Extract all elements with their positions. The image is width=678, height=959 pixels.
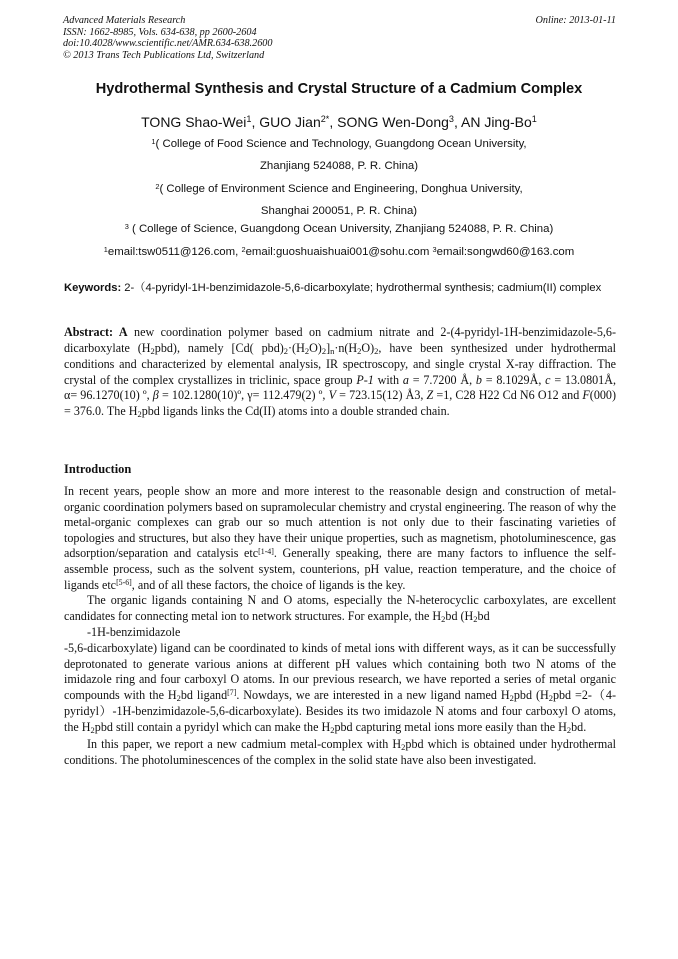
- subscript: n: [330, 345, 335, 356]
- paragraph-text: In recent years, people show an more and more interest to the reasonable design and construction of metal-organic coordination polymers based on supramolecular chemistry and crystal engineering. The reason of why the metal-organic complexes can grab our so much attention is not only due to their fascinating varieties of topologies and structures, but also they have their unique properties, such as magnetism, photoluminescence, gas adsorption/separation and catalysis etc: [64, 484, 617, 561]
- abstract-text: ]: [326, 340, 331, 355]
- journal-name: Advanced Materials Research: [63, 15, 186, 26]
- paragraph: [64, 593, 616, 736]
- abstract-text: = 8.1029Å,: [481, 372, 546, 387]
- paragraph-text: bd ligand: [180, 687, 228, 702]
- keywords-text: 2-（4-pyridyl-1H-benzimidazole-5,6-dicarboxylate; hydrothermal synthesis; cadmium(II) complex: [121, 282, 602, 294]
- paragraph-text: , and of all these factors, the choice of ligands is the key.: [131, 577, 406, 592]
- abstract-text: = 7.7200 Å,: [408, 372, 476, 387]
- subscript: 2: [283, 345, 289, 356]
- subscript: 2: [473, 613, 478, 624]
- subscript: 2: [321, 345, 327, 356]
- abstract-text: O): [309, 340, 322, 355]
- subscript: 2: [441, 613, 446, 624]
- paragraph: [64, 737, 616, 769]
- subscript: 2: [90, 725, 95, 736]
- subscript: 2: [566, 725, 572, 736]
- citation: [1-4]: [258, 546, 274, 556]
- paragraph-text: pbd which is obtained under hydrothermal conditions. The photoluminescences of the complex in the solid state have also been investigated.: [64, 736, 616, 768]
- affiliation-superscript: 1: [151, 137, 156, 147]
- author-superscript: 1: [531, 113, 537, 124]
- introduction-body: [64, 484, 616, 769]
- subscript: 2: [137, 409, 142, 420]
- paragraph-text: -5,6-dicarboxylate) ligand can be coordinated to kinds of metal ions with different ways, as it can be successfully deprotonated to generate various anions at different pH values which containing both two N atoms of the imidazole ring and four carboxyl O atoms. In our previous research, we have reported a series of metal organic compounds with the H: [64, 640, 616, 702]
- subscript: 2: [304, 345, 310, 356]
- paragraph-text: . Generally speaking, there are many factors to influence the self-assemble process, such as the solvent system, counterions, pH value, reaction temperature, and the choice of ligands etc: [64, 546, 616, 592]
- author-name: SONG Wen-Dong: [337, 114, 449, 130]
- copyright-line: © 2013 Trans Tech Publications Ltd, Switzerland: [63, 49, 265, 61]
- variable: V: [328, 388, 336, 403]
- subscript: 2: [330, 725, 335, 736]
- email-address: email:songwd60@163.com: [436, 246, 575, 258]
- author-name: TONG Shao-Wei: [141, 114, 247, 130]
- affiliation-superscript: 2: [155, 182, 160, 192]
- subscript: 2: [509, 692, 514, 703]
- paragraph-text: pbd still contain a pyridyl which can make the H: [94, 719, 331, 734]
- abstract-label: Abstract: A: [64, 325, 128, 339]
- affiliation-line: ( College of Environment Science and Engineering, Donghua University,: [159, 183, 523, 195]
- variable: β: [152, 388, 159, 403]
- paragraph-text: bd (H: [445, 608, 474, 623]
- abstract-text: = 102.1280(10)º, γ= 112.479(2) º,: [158, 388, 329, 403]
- abstract-text: new coordination polymer based on cadmium nitrate and 2-(4-pyridyl-1H-benzimidazole-5,6-dicarboxylate (H: [64, 325, 617, 355]
- online-date: Online: 2013-01-11: [535, 15, 616, 26]
- author-name: GUO Jian: [259, 114, 321, 130]
- author-superscript: 2*: [320, 113, 330, 124]
- subscript: 2: [150, 345, 155, 356]
- email-superscript: 1: [103, 245, 108, 255]
- email-address: email:guoshuaishuai001@sohu.com: [245, 246, 433, 258]
- paragraph-text: pbd (H: [513, 687, 549, 702]
- email-line: [40, 245, 638, 260]
- citation: [5-6]: [116, 577, 132, 587]
- paragraph-text: In this paper, we report a new cadmium metal-complex with H: [87, 736, 402, 751]
- email-superscript: 3: [432, 245, 437, 255]
- author-superscript: 1: [246, 113, 252, 124]
- abstract-text: ·(H: [288, 340, 305, 355]
- affiliation-2: [40, 182, 638, 219]
- author-list: TONG Shao-Wei$^1$, GUO Jian$^{2*}$, SONG Wen-Dong$^3$, AN Jing-Bo$^1$: [141, 113, 537, 130]
- affiliation-line: Zhanjiang 524088, P. R. China): [259, 160, 419, 172]
- abstract-text: =1, C28 H22 Cd N6 O12 and: [433, 388, 583, 403]
- abstract-text: with: [373, 372, 403, 387]
- affiliation-3: [40, 222, 638, 237]
- abstract-text: = 13.0801Å, α= 96.1270(10) º,: [64, 372, 616, 403]
- paragraph-text: -1H-benzimidazole: [87, 625, 181, 640]
- paragraph-text: pbd capturing metal ions more easily than the H: [334, 719, 567, 734]
- paragraph-text: . Nowdays, we are interested in a new ligand named H: [236, 687, 510, 702]
- keywords-label: Keywords:: [64, 282, 122, 294]
- email-address: email:tsw0511@126.com,: [107, 246, 242, 258]
- author-name: AN Jing-Bo: [460, 114, 532, 130]
- issn-line: ISSN: 1662-8985, Vols. 634-638, pp 2600-2604: [63, 26, 257, 38]
- abstract-text: , have been synthesized under hydrothermal conditions and characterized by elemental analysis, IR spectroscopy, and single crystal X-ray diffraction. The crystal of the complex crystallizes in triclinic, space group: [64, 340, 616, 387]
- journal-header: [63, 15, 616, 61]
- keywords-section: [64, 281, 616, 295]
- paragraph-text: bd: [477, 608, 490, 623]
- variable: b: [475, 372, 482, 387]
- abstract-section: [64, 325, 616, 421]
- paper-title: Hydrothermal Synthesis and Crystal Structure of a Cadmium Complex: [95, 81, 583, 97]
- abstract-text: ·n(H: [334, 340, 358, 355]
- abstract-text: = 723.15(12) Å3,: [335, 388, 427, 403]
- paragraph-text: pbd =2-（4-pyridyl）-1H-benzimidazole-5,6-dicarboxylate). Besides its two imidazole N atoms and four carboxyl O atoms, the H: [64, 687, 616, 734]
- subscript: 2: [374, 345, 379, 356]
- abstract-text: pbd ligands links the Cd(II) atoms into a double stranded chain.: [141, 403, 450, 418]
- affiliation-line: ( College of Food Science and Technology, Guangdong Ocean University,: [155, 138, 527, 150]
- paragraph-text: The organic ligands containing N and O atoms, especially the N-heterocyclic carboxylates, are excellent candidates for connecting metal ion to network structures. For example, the H: [64, 593, 616, 623]
- subscript: 2: [548, 692, 553, 703]
- citation: [7]: [227, 687, 237, 697]
- abstract-text: pbd), namely [Cd( pbd): [154, 340, 284, 355]
- variable: Z: [426, 388, 434, 403]
- subscript: 2: [176, 692, 181, 703]
- author-superscript: 3: [448, 113, 454, 124]
- section-heading-introduction: Introduction: [64, 462, 132, 476]
- abstract-text: (000) = 376.0. The H: [64, 388, 616, 418]
- affiliation-superscript: 3: [124, 222, 129, 232]
- subscript: 2: [357, 345, 362, 356]
- subscript: 2: [401, 741, 406, 752]
- paragraph: [64, 484, 616, 593]
- email-superscript: 2: [241, 245, 246, 255]
- variable: F: [582, 388, 590, 403]
- doi-line: doi:10.4028/www.scientific.net/AMR.634-638.2600: [63, 38, 273, 50]
- affiliation-line: ( College of Science, Guangdong Ocean University, Zhanjiang 524088, P. R. China): [128, 223, 554, 235]
- variable: c: [545, 372, 551, 387]
- space-group: P-1: [356, 372, 374, 387]
- affiliation-line: Shanghai 200051, P. R. China): [260, 205, 418, 217]
- paragraph-text: bd.: [571, 719, 587, 734]
- variable: a: [402, 372, 409, 387]
- affiliation-1: [40, 137, 638, 174]
- abstract-text: O): [361, 340, 375, 355]
